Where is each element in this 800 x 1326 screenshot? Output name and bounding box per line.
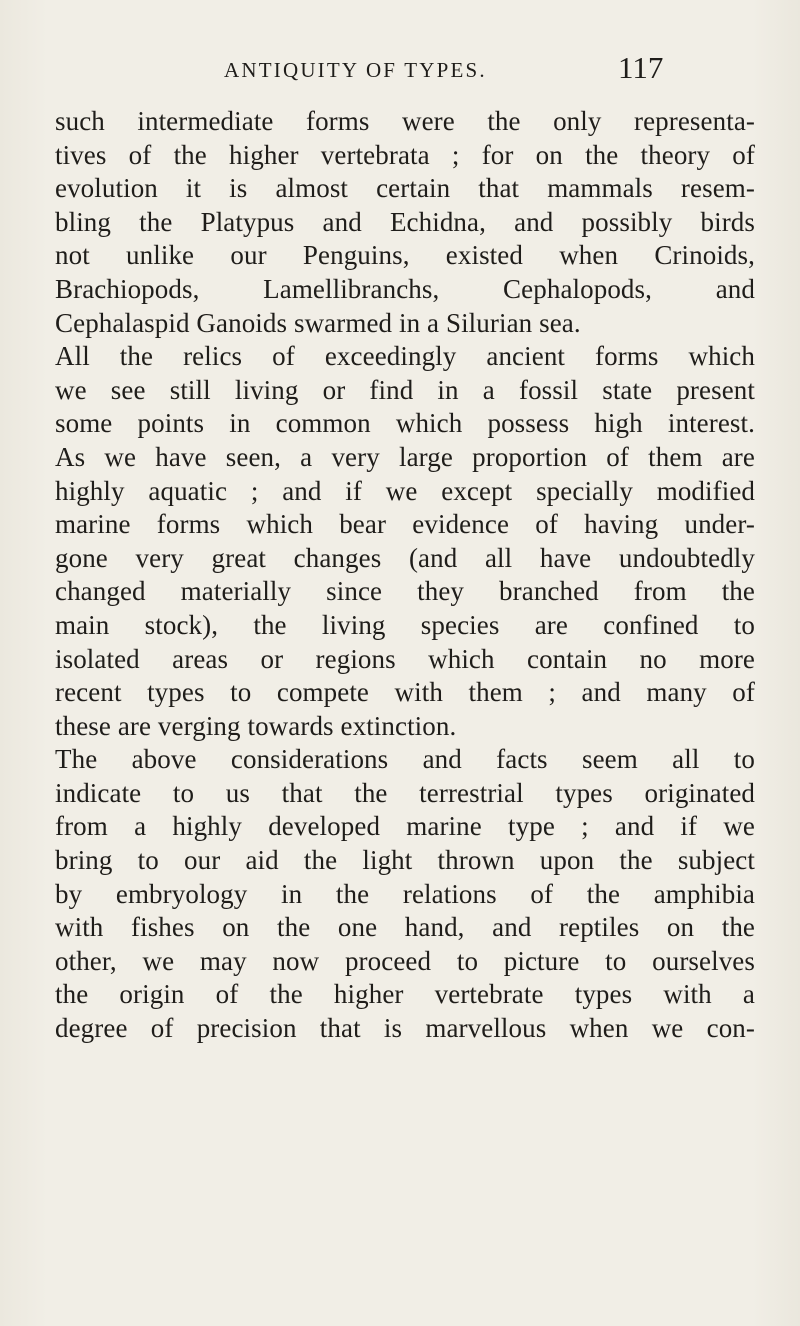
text-line: evolution it is almost certain that mammals resem- (55, 173, 755, 204)
running-head (0, 50, 800, 90)
text-line: such intermediate forms were the only representa- (55, 106, 755, 136)
text-line: main stock), the living species are confined to (55, 609, 755, 640)
text-line: some points in common which possess high interest. (55, 408, 755, 439)
text-line: tives of the higher vertebrata ; for on the theory of (55, 139, 755, 170)
text-line: All the relics of exceedingly ancient forms which (55, 341, 755, 372)
text-line: highly aquatic ; and if we except specially modified (55, 475, 755, 506)
text-line: isolated areas or regions which contain no more (55, 643, 755, 674)
text-line: degree of precision that is marvellous when we con- (55, 1013, 755, 1044)
text-line: from a highly developed marine type ; and if we (55, 811, 755, 842)
text-line: changed materially since they branched from the (55, 576, 755, 607)
text-line: indicate to us that the terrestrial types originated (55, 777, 755, 808)
text-line: gone very great changes (and all have undoubtedly (55, 542, 755, 573)
text-line: Cephalaspid Ganoids swarmed in a Silurian sea. (55, 307, 581, 338)
text-line: other, we may now proceed to picture to ourselves (55, 945, 755, 976)
text-line: bling the Platypus and Echidna, and possibly birds (55, 206, 755, 237)
text-line: As we have seen, a very large proportion of them are (55, 441, 755, 472)
text-line: with fishes on the one hand, and reptiles on the (55, 912, 755, 943)
text-line: the origin of the higher vertebrate types with a (55, 979, 755, 1010)
text-line: Brachiopods, Lamellibranchs, Cephalopods, and (55, 273, 755, 304)
body-text (55, 105, 755, 1046)
text-line: marine forms which bear evidence of having under- (55, 509, 755, 540)
text-line: recent types to compete with them ; and many of (55, 677, 755, 708)
text-line: The above considerations and facts seem all to (55, 744, 755, 775)
page-number: 117 (618, 50, 664, 85)
text-line: bring to our aid the light thrown upon the subject (55, 845, 755, 876)
running-title: ANTIQUITY OF TYPES. (224, 58, 487, 82)
text-line: we see still living or find in a fossil state present (55, 374, 755, 405)
text-line: not unlike our Penguins, existed when Crinoids, (55, 240, 755, 271)
text-line: by embryology in the relations of the amphibia (55, 878, 755, 909)
text-line: these are verging towards extinction. (55, 710, 457, 741)
